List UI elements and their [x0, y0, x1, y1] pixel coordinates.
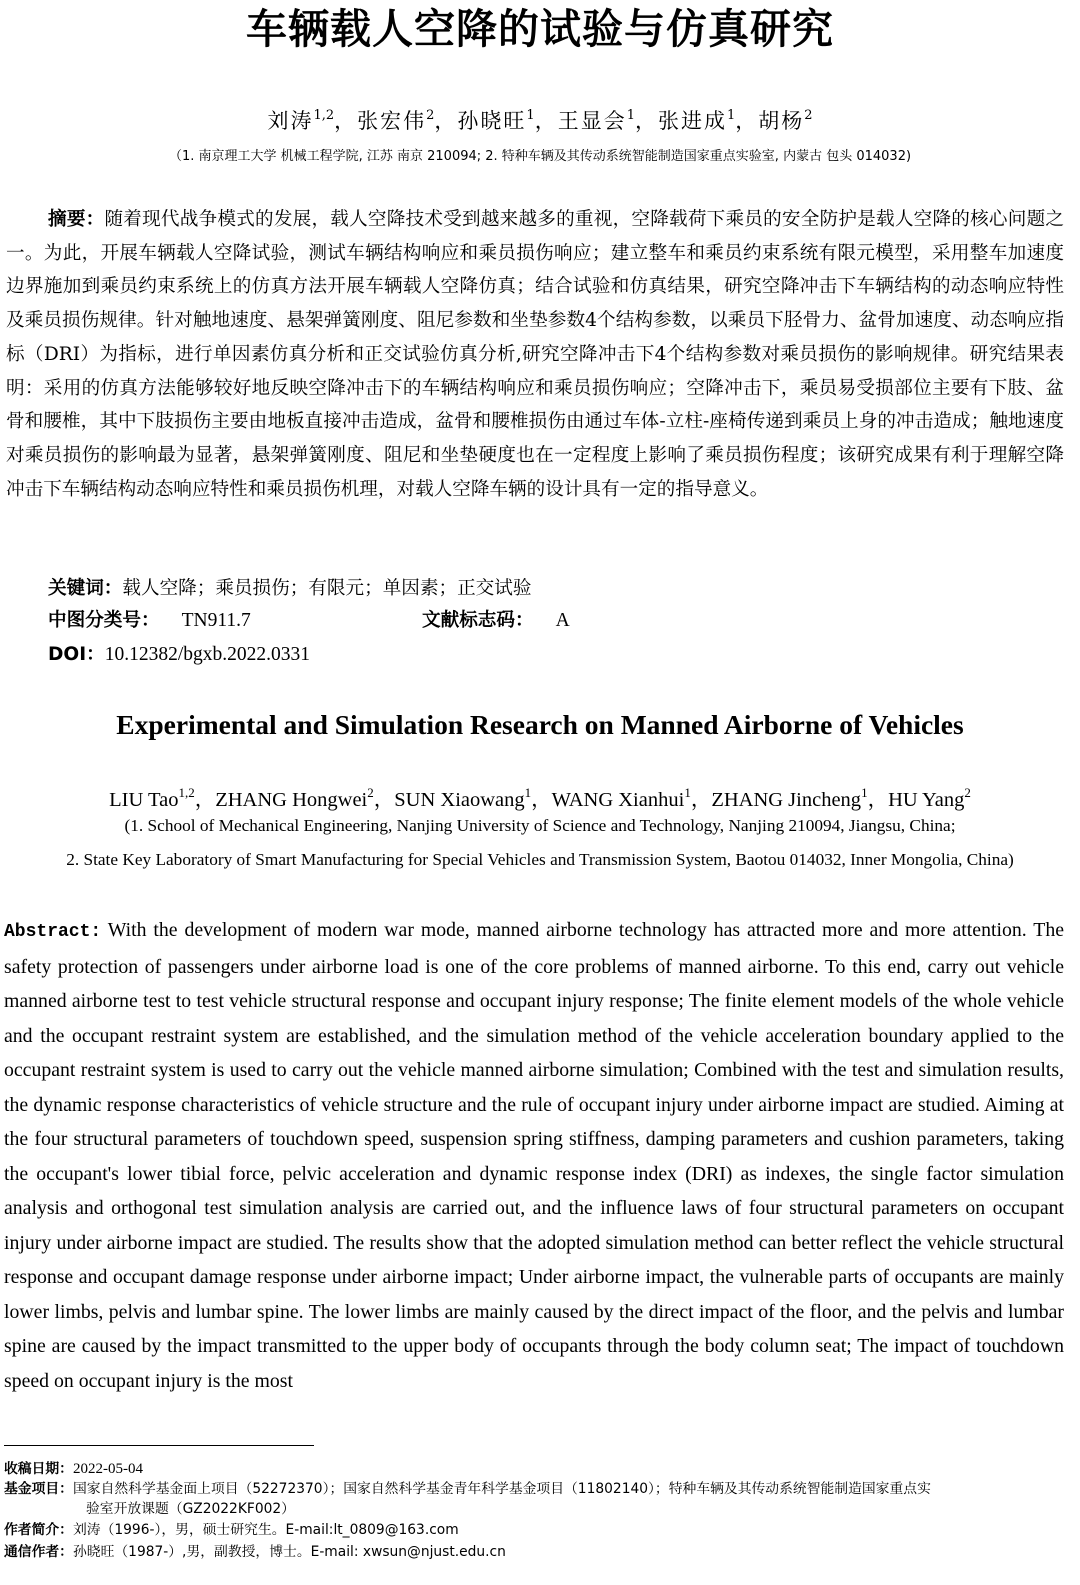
- chinese-abstract-text: 随着现代战争模式的发展，载人空降技术受到越来越多的重视，空降载荷下乘员的安全防护是载人空降的核心问题之一。为此，开展车辆载人空降试验，测试车辆结构响应和乘员损伤响应；建立整车和乘员约束系统有限元模型，采用整车加速度边界施加到乘员约束系统上的仿真方法开展车辆载人空降仿真；结合试验和仿真结果，研究空降冲击下车辆结构的动态响应特性及乘员损伤规律。针对触地速度、悬架弹簧刚度、阻尼参数和坐垫参数4个结构参数，以乘员下胫骨力、盆骨加速度、动态响应指标（DRI）为指标，进行单因素仿真分析和正交试验仿真分析,研究空降冲击下4个结构参数对乘员损伤的影响规律。研究结果表明：采用的仿真方法能够较好地反映空降冲击下的车辆结构响应和乘员损伤响应；空降冲击下，乘员易受损部位主要有下肢、盆骨和腰椎，其中下肢损伤主要由地板直接冲击造成，盆骨和腰椎损伤由通过车体-立柱-座椅传递到乘员上身的冲击造成；触地速度对乘员损伤的影响最为显著，悬架弹簧刚度、阻尼和坐垫硬度也在一定程度上影响了乘员损伤程度；该研究成果有利于理解空降冲击下车辆结构动态响应特性和乘员损伤机理，对载人空降车辆的设计具有一定的指导意义。: [6, 209, 1064, 500]
- author-affiliation-sup: 1: [526, 108, 535, 123]
- author-separator: ，: [634, 109, 658, 133]
- author-affiliation-sup: 2: [426, 108, 435, 123]
- author-affiliation-sup: 1: [626, 108, 635, 123]
- author-name: HU Yang: [888, 789, 965, 811]
- keywords-label: 关键词：: [48, 578, 123, 599]
- author-name: 刘涛: [267, 109, 314, 133]
- english-affiliation-2: 2. State Key Laboratory of Smart Manufacturing for Special Vehicles and Transmission System, Baotou 014032, Inner Mongolia, China): [66, 850, 1014, 869]
- author-separator: ，: [735, 109, 759, 133]
- english-abstract: [4, 913, 1064, 1398]
- author-affiliation-sup: 2: [964, 785, 971, 800]
- english-author-list: [0, 777, 1080, 816]
- fund-text-line2: 验室开放课题（GZ2022KF002）: [86, 1501, 295, 1517]
- author-bio-value: 刘涛（1996-），男，硕士研究生。E-mail:lt_0809@163.com: [72, 1522, 459, 1538]
- author-name: 王显会: [557, 109, 627, 133]
- chinese-abstract-label: 摘要：: [48, 209, 105, 230]
- received-date-footnote: [4, 1459, 1064, 1479]
- author-affiliation-sup: 1: [684, 785, 691, 800]
- chinese-keywords: [48, 574, 531, 604]
- funding-footnote: [4, 1479, 1064, 1519]
- corresponding-value: 孙晓旺（1987-）,男，副教授，博士。E-mail: xwsun@njust.edu.cn: [72, 1544, 506, 1560]
- corresponding-label: 通信作者：: [4, 1544, 73, 1560]
- fund-text-line1: 国家自然科学基金面上项目（52272370）；国家自然科学基金青年科学基金项目（11802140）；特种车辆及其传动系统智能制造国家重点实: [72, 1481, 931, 1497]
- author-name: ZHANG Hongwei: [215, 789, 368, 811]
- corresponding-author-footnote: [4, 1542, 1064, 1562]
- chinese-affiliation: （1. 南京理工大学 机械工程学院, 江苏 南京 210094; 2. 特种车辆及其传动系统智能制造国家重点实验室, 内蒙古 包头 014032): [168, 149, 912, 164]
- english-abstract-text: With the development of modern war mode, manned airborne technology has attracted more and more attention. The safety protection of passengers under airborne load is one of the core problems of manned airborne. To this end, carry out vehicle manned airborne test to test vehicle structural response and occupant injury response; The finite element models of the whole vehicle and the occupant restraint system are established, and the simulation method of the vehicle acceleration boundary applied to the occupant restraint system is used to carry out the vehicle manned airborne simulation; Combined with the test and simulation results, the dynamic response characteristics of vehicle structure and the rule of occupant injury under airborne impact are studied. Aiming at the four structural parameters of touchdown speed, suspension spring stiffness, damping parameters and cushion parameters, taking the occupant's lower tibial force, pelvic acceleration and dynamic response index (DRI) as indexes, the single factor simulation analysis and orthogonal test simulation analysis are carried out, and the influence laws of four structural parameters on occupant injury under airborne impact are studied. The results show that the adopted simulation method can better reflect the vehicle structural response and occupant damage response under airborne impact; Under airborne impact, the vulnerable parts of occupants are mainly lower limbs, pelvis and lumbar spine. The lower limbs are mainly caused by the direct impact of the floor, and the pelvis and lumbar spine are caused by the impact transmitted to the upper body of occupants through the body column seat; The impact of touchdown speed on occupant injury is the most: [4, 919, 1064, 1392]
- author-affiliation-sup: 1: [861, 785, 868, 800]
- author-separator: ，: [373, 789, 395, 811]
- author-separator: ，: [531, 789, 552, 811]
- footnote-divider: [4, 1445, 314, 1446]
- doc-code-label: 文献标志码：: [422, 610, 534, 631]
- english-affiliation-1: (1. School of Mechanical Engineering, Nanjing University of Science and Technology, Nanjing 210094, Jiangsu, China;: [124, 816, 956, 835]
- author-name: 张进成: [657, 109, 727, 133]
- document-code: [422, 606, 570, 636]
- author-affiliation-sup: 1: [524, 785, 532, 800]
- doi-label: DOI：: [48, 644, 105, 665]
- author-separator: ，: [194, 789, 216, 811]
- author-affiliation-sup: 2: [367, 785, 374, 800]
- author-bio-label: 作者简介：: [4, 1522, 73, 1538]
- keywords-value: 载人空降；乘员损伤；有限元；单因素；正交试验: [122, 578, 532, 599]
- author-name: 孙晓旺: [457, 109, 527, 133]
- author-separator: ，: [690, 789, 712, 811]
- english-title: Experimental and Simulation Research on Manned Airborne of Vehicles: [116, 709, 964, 740]
- author-bio-footnote: [4, 1520, 1064, 1540]
- author-name: LIU Tao: [109, 789, 179, 811]
- clc-value: TN911.7: [181, 610, 251, 631]
- english-abstract-label: Abstract:: [4, 922, 102, 942]
- author-name: ZHANG Jincheng: [711, 789, 862, 811]
- doi-line: [48, 640, 310, 670]
- author-separator: ，: [434, 109, 458, 133]
- chinese-title: 车辆载人空降的试验与仿真研究: [246, 5, 834, 53]
- doi-value: 10.12382/bgxb.2022.0331: [104, 644, 311, 665]
- classification-line: [48, 606, 1048, 636]
- received-label: 收稿日期：: [4, 1461, 73, 1477]
- author-affiliation-sup: 1,2: [178, 785, 195, 800]
- author-name: 胡杨: [758, 109, 805, 133]
- clc-label: 中图分类号：: [48, 610, 160, 631]
- author-affiliation-sup: 2: [804, 108, 813, 123]
- author-affiliation-sup: 1,2: [313, 108, 335, 123]
- author-separator: ，: [334, 109, 358, 133]
- chinese-abstract: [6, 203, 1064, 506]
- author-affiliation-sup: 1: [726, 108, 736, 123]
- fund-label: 基金项目：: [4, 1481, 73, 1497]
- author-name: SUN Xiaowang: [394, 789, 525, 811]
- author-name: 张宏伟: [357, 109, 427, 133]
- author-separator: ，: [867, 789, 889, 811]
- author-name: WANG Xianhui: [551, 789, 685, 811]
- chinese-author-list: [0, 101, 1080, 136]
- author-separator: ，: [534, 109, 558, 133]
- received-value: 2022-05-04: [72, 1461, 143, 1477]
- doc-code-value: A: [555, 610, 570, 631]
